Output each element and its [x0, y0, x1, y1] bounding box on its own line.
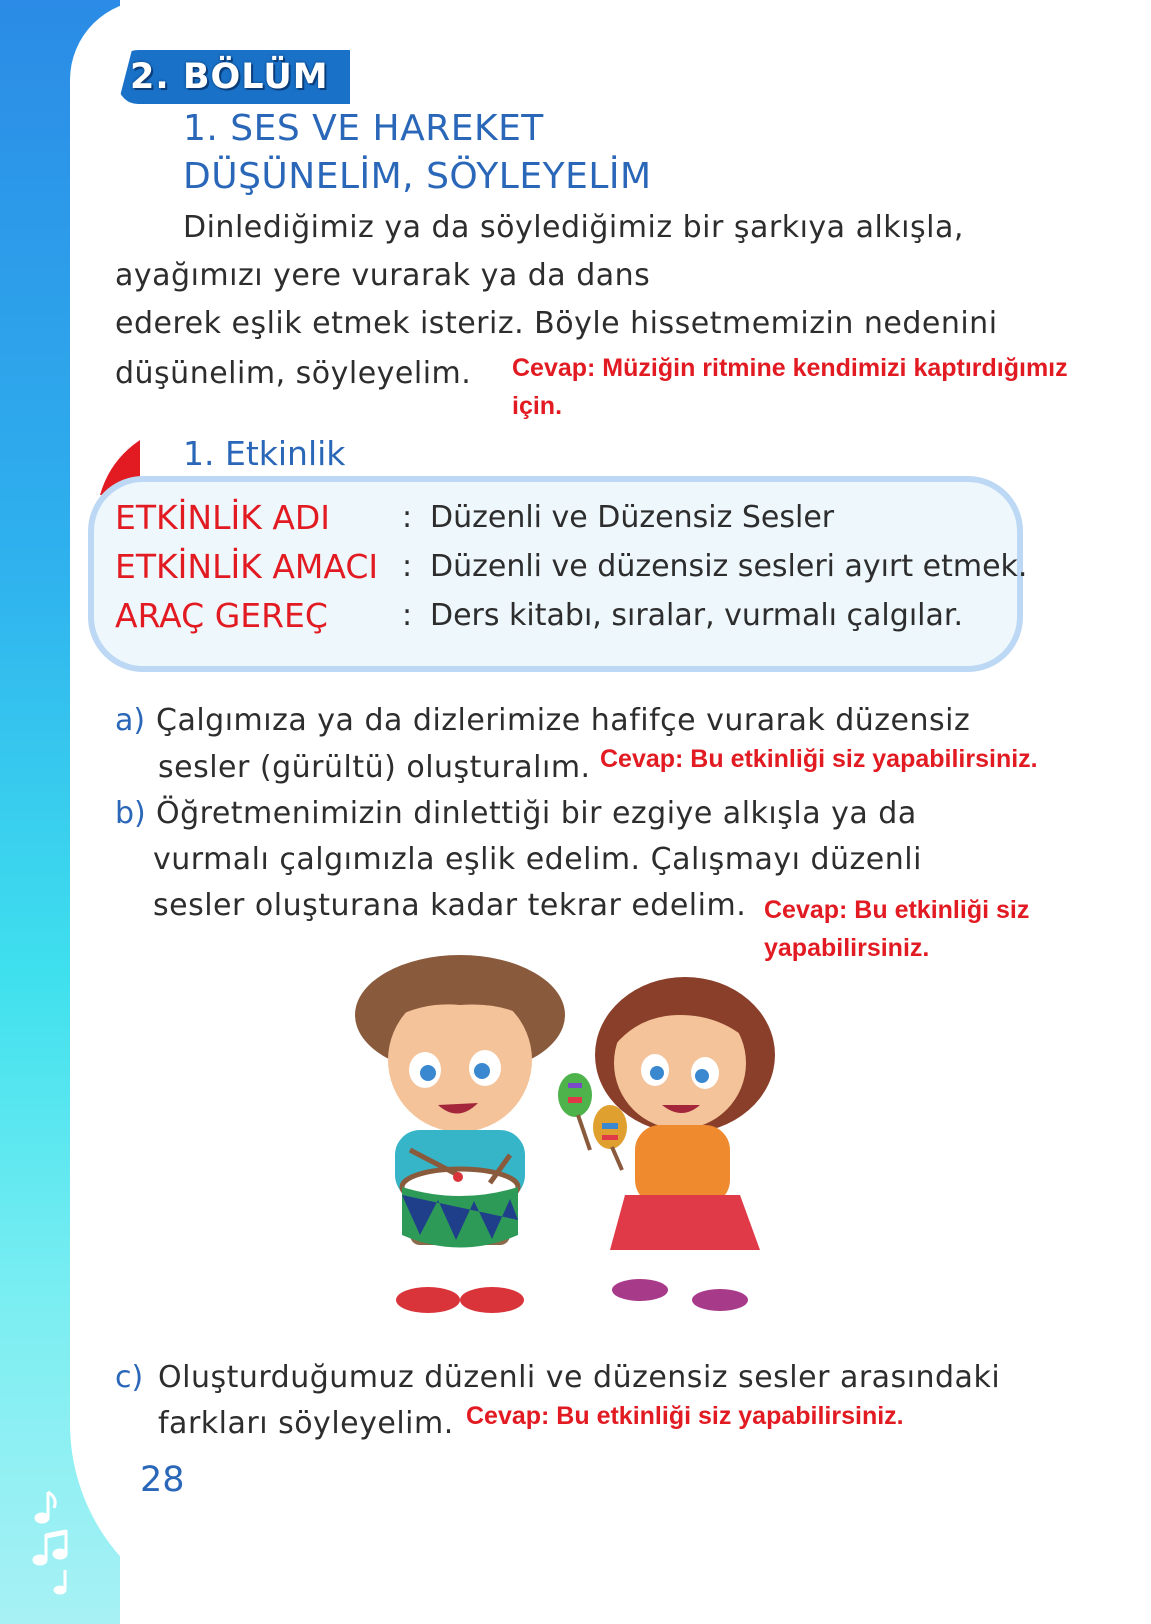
- intro-line-2: ayağımızı yere vurarak ya da dans: [115, 258, 651, 293]
- info-value-name: Düzenli ve Düzensiz Sesler: [430, 500, 835, 535]
- intro-line-1: Dinlediğimiz ya da söylediğimiz bir şarkıya alkışla,: [183, 210, 964, 245]
- page-number: 28: [140, 1460, 185, 1500]
- intro-answer-line-2: için.: [512, 392, 563, 420]
- item-a-line-2: sesler (gürültü) oluşturalım.: [158, 750, 591, 785]
- activity-title: 1. Etkinlik: [183, 434, 346, 473]
- music-note-icon: [30, 1490, 80, 1600]
- subsection-title: DÜŞÜNELİM, SÖYLEYELİM: [183, 156, 652, 197]
- item-c-answer: Cevap: Bu etkinliği siz yapabilirsiniz.: [466, 1402, 904, 1430]
- item-b-marker: b): [115, 796, 146, 831]
- info-colon: :: [402, 500, 413, 535]
- boy-with-drum: [355, 955, 565, 1313]
- item-c-marker: c): [115, 1360, 144, 1395]
- children-playing-instruments-illustration: [340, 955, 800, 1335]
- intro-answer-line-1: Cevap: Müziğin ritmine kendimizi kaptırdığımız: [512, 354, 1068, 382]
- info-label-name: ETKİNLİK ADI: [115, 498, 331, 537]
- girl-with-maracas: [558, 977, 775, 1311]
- item-a-line-1: Çalgımıza ya da dizlerimize hafifçe vurarak düzensiz: [156, 703, 971, 738]
- item-c-line-2: farkları söyleyelim.: [158, 1406, 454, 1441]
- info-label-aim: ETKİNLİK AMACI: [115, 547, 379, 586]
- item-b-line-3: sesler oluşturana kadar tekrar edelim.: [153, 888, 747, 923]
- item-a-answer: Cevap: Bu etkinliği siz yapabilirsiniz.: [600, 745, 1038, 773]
- item-b-answer-line-2: yapabilirsiniz.: [764, 934, 930, 962]
- section-title: 1. SES VE HAREKET: [183, 108, 544, 149]
- info-colon: :: [402, 549, 413, 584]
- item-b-line-1: Öğretmenimizin dinlettiği bir ezgiye alkışla ya da: [156, 796, 917, 831]
- item-a-marker: a): [115, 703, 146, 738]
- intro-line-3: ederek eşlik etmek isteriz. Böyle hissetmemizin nedenini: [115, 306, 998, 341]
- item-c-line-1: Oluşturduğumuz düzenli ve düzensiz sesler arasındaki: [158, 1360, 1001, 1395]
- item-b-line-2: vurmalı çalgımızla eşlik edelim. Çalışmayı düzenli: [153, 842, 922, 877]
- info-colon: :: [402, 598, 413, 633]
- info-value-aim: Düzenli ve düzensiz sesleri ayırt etmek.: [430, 549, 1028, 584]
- item-b-answer-line-1: Cevap: Bu etkinliği siz: [764, 896, 1030, 924]
- chapter-label: 2. BÖLÜM: [130, 57, 329, 97]
- info-value-tools: Ders kitabı, sıralar, vurmalı çalgılar.: [430, 598, 963, 633]
- info-label-tools: ARAÇ GEREÇ: [115, 596, 328, 635]
- intro-line-4: düşünelim, söyleyelim.: [115, 356, 472, 391]
